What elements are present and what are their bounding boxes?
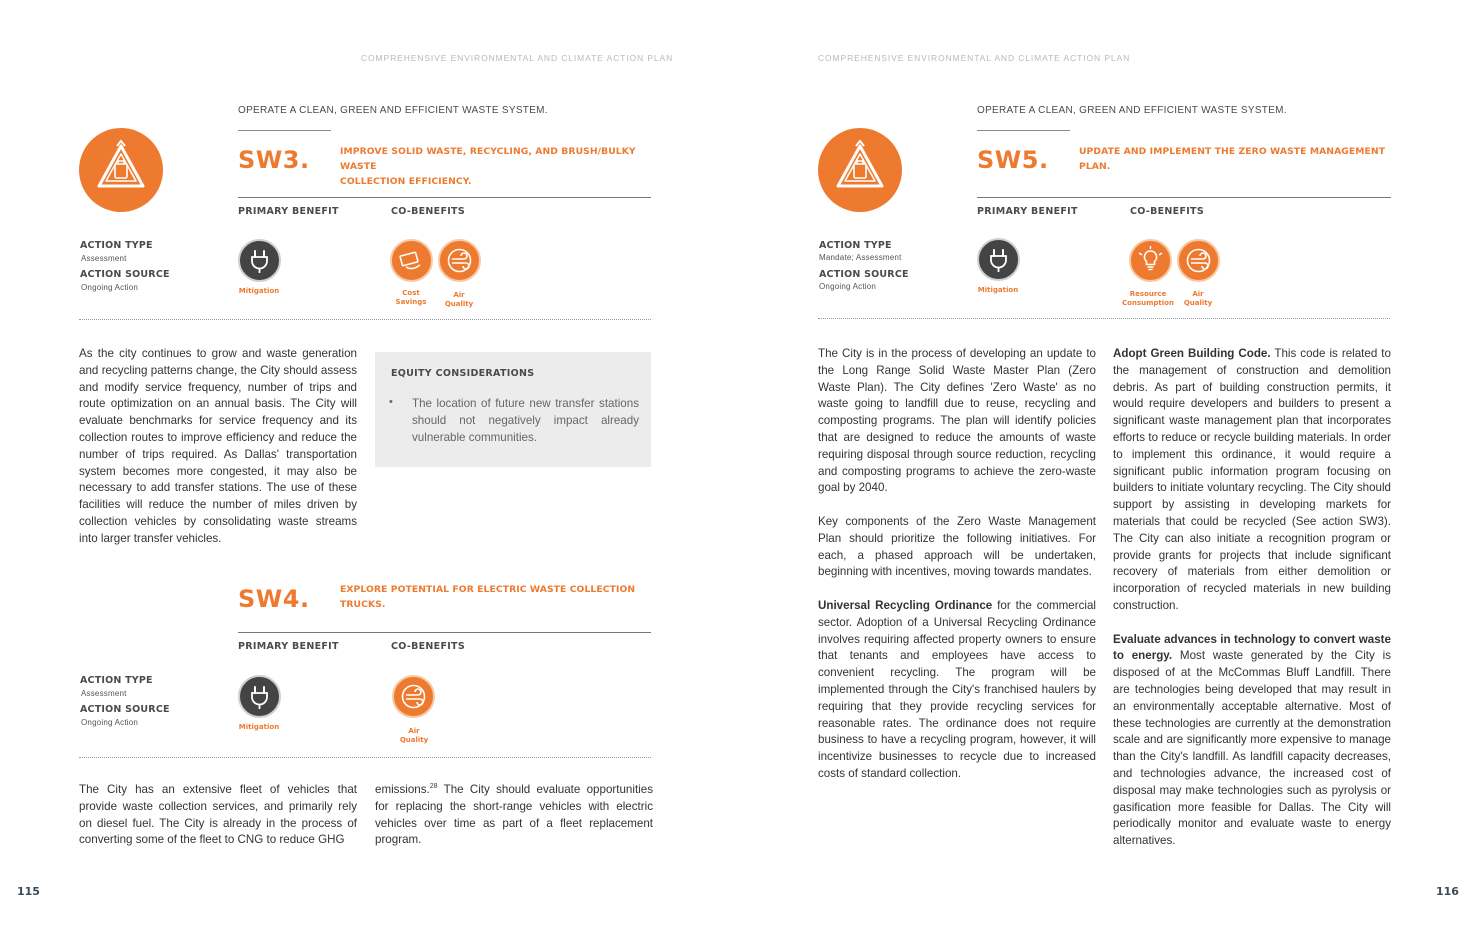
divider xyxy=(977,197,1391,198)
page-number: 116 xyxy=(1436,885,1459,898)
action-type-value: Mandate; Assessment xyxy=(819,253,902,262)
mitigation-plug-icon xyxy=(977,238,1020,281)
running-header: COMPREHENSIVE ENVIRONMENTAL AND CLIMATE ACTION PLAN xyxy=(818,53,1131,63)
action-source-value: Ongoing Action xyxy=(81,718,139,727)
footnote-ref: 28 xyxy=(429,783,438,791)
action-code: SW5. xyxy=(977,146,1049,174)
action-source-value: Ongoing Action xyxy=(819,282,877,291)
body-column-left xyxy=(818,346,1096,783)
resource-consumption-icon xyxy=(1129,239,1172,282)
page-number: 115 xyxy=(17,885,40,898)
action-source-heading: ACTION SOURCE xyxy=(819,269,909,280)
recycle-emblem-icon xyxy=(79,128,163,212)
action-source-heading: ACTION SOURCE xyxy=(80,704,170,715)
paragraph: Key components of the Zero Waste Management Plan should prioritize the following initiatives. For each, a phased approach will be undertaken, beginning with incentives, moving towards mandates. xyxy=(818,514,1096,579)
benefit-label-line: Resource xyxy=(1129,290,1167,298)
benefit-label-line: Savings xyxy=(395,298,427,306)
body-column-right xyxy=(1113,346,1391,850)
paragraph-text: for the commercial sector. Adoption of a Universal Recycling Ordinance involves requiring affected property owners to ensure that tenants and employees have access to convenient recycling. The program will be implemented through the City's franchised haulers by requiring that they provide recycling services for reasonable rates. The ordinance does not require business to have a recycling program, however, it will incentivize businesses to recycle due to increased costs of standard collection. xyxy=(818,598,1096,780)
benefit-label-line: Cost xyxy=(402,289,420,297)
paragraph-text: Most waste generated by the City is disposed of at the McCommas Bluff Landfill. There are technologies being developed that may result in an environmentally acceptable alternative. Most of these technologies are currently at the demonstration scale and are significantly more expensive to manage than the City's landfill. As landfill capacity decreases, and technologies advance, the increased cost of disposal may make technologies such as pyrolysis or gasification more feasible for Dallas. The City will periodically monitor and evaluate waste to energy alternatives. xyxy=(1113,649,1391,848)
equity-considerations-box xyxy=(375,352,651,467)
benefit-label xyxy=(1168,290,1228,308)
air-quality-icon xyxy=(438,239,481,282)
mitigation-plug-icon xyxy=(238,239,281,282)
action-body-text: As the city continues to grow and waste generation and recycling patterns change, the City should assess and modify service frequency, number of trips and route optimization on an annual basis. The City will evaluate benchmarks for service frequency and its collection routes to improve efficiency and reduce the number of trips required. As Dallas' transportation system becomes more congested, it may also be necessary to add transfer stations. The use of these facilities will reduce the number of miles driven by collection vehicles by consolidating waste streams into larger transfer vehicles. xyxy=(79,347,357,545)
action-title-line: COLLECTION EFFICIENCY. xyxy=(340,176,472,187)
mitigation-plug-icon xyxy=(238,675,281,718)
benefit-label-line: Consumption xyxy=(1122,299,1174,307)
action-body-text-continued xyxy=(375,782,653,849)
action-type-value: Assessment xyxy=(81,689,127,698)
paragraph-text: This code is related to the management of construction and demolition debris. As part of building construction permits, it would require developers and builders to present a significant waste management plan that incorporates efforts to reduce or recycle building materials. In order to implement this ordinance, it would require a significant public information program focusing on builders to initiate voluntary recycling. The City should support by assisting in developing markets for materials that could be recycled (See action SW3). The City can also initiate a recognition program or provide grants for projects that include significant recovery of materials from either demolition or incorporation of recycled materials in new building construction. xyxy=(1113,347,1391,612)
benefit-label-line: Air xyxy=(453,291,465,299)
body-text: The City should evaluate opportunities for replacing the short-range vehicles with electric vehicles over time as part of a fleet replacement program. xyxy=(375,783,653,847)
primary-benefit-heading: PRIMARY BENEFIT xyxy=(977,206,1078,217)
benefit-label xyxy=(384,727,444,745)
benefit-label: Mitigation xyxy=(238,723,280,731)
paragraph xyxy=(1113,346,1391,615)
body-text: emissions. xyxy=(375,783,430,796)
divider xyxy=(238,197,651,198)
goal-statement: OPERATE A CLEAN, GREEN AND EFFICIENT WASTE SYSTEM. xyxy=(977,105,1287,116)
co-benefits-heading: CO-BENEFITS xyxy=(391,641,465,652)
action-type-value: Assessment xyxy=(81,254,127,263)
recycle-emblem-icon xyxy=(818,128,902,212)
benefit-label-line: Air xyxy=(408,727,420,735)
action-source-heading: ACTION SOURCE xyxy=(80,269,170,280)
running-header: COMPREHENSIVE ENVIRONMENTAL AND CLIMATE ACTION PLAN xyxy=(361,53,674,63)
divider xyxy=(977,130,1070,131)
action-body-text: The City has an extensive fleet of vehicles that provide waste collection services, and primarily rely on diesel fuel. The City is already in the process of converting some of the fleet to CNG to reduce GHG xyxy=(79,783,357,847)
equity-text: The location of future new transfer stations should not negatively impact already vulnerable communities. xyxy=(412,397,639,444)
dotted-divider xyxy=(79,757,651,758)
goal-statement: OPERATE A CLEAN, GREEN AND EFFICIENT WASTE SYSTEM. xyxy=(238,105,548,116)
benefit-label-line: Quality xyxy=(444,300,474,308)
benefit-label: Mitigation xyxy=(977,286,1019,294)
dotted-divider xyxy=(818,318,1390,319)
co-benefits-heading: CO-BENEFITS xyxy=(391,206,465,217)
benefit-label-line: Quality xyxy=(399,736,429,744)
paragraph-lead: Universal Recycling Ordinance xyxy=(818,598,993,612)
equity-heading: EQUITY CONSIDERATIONS xyxy=(391,368,535,379)
primary-benefit-heading: PRIMARY BENEFIT xyxy=(238,206,339,217)
action-type-heading: ACTION TYPE xyxy=(819,240,892,251)
air-quality-icon xyxy=(392,675,435,718)
primary-benefit-heading: PRIMARY BENEFIT xyxy=(238,641,339,652)
cost-savings-icon xyxy=(390,239,433,282)
co-benefits-heading: CO-BENEFITS xyxy=(1130,206,1204,217)
paragraph-lead: Adopt Green Building Code. xyxy=(1113,347,1271,360)
divider xyxy=(238,130,331,131)
action-code: SW4. xyxy=(238,585,310,613)
dotted-divider xyxy=(79,319,651,320)
action-title-line: IMPROVE SOLID WASTE, RECYCLING, AND BRUSH/BULKY WASTE xyxy=(340,146,636,172)
action-title: EXPLORE POTENTIAL FOR ELECTRIC WASTE COLLECTION TRUCKS. xyxy=(340,584,636,610)
benefit-label-line: Air xyxy=(1192,290,1204,298)
air-quality-icon xyxy=(1177,239,1220,282)
benefit-label xyxy=(429,291,489,309)
paragraph xyxy=(1113,632,1391,850)
bullet: • xyxy=(389,396,393,408)
paragraph-lead: Evaluate advances in technology to convert waste to energy. xyxy=(1113,632,1391,663)
paragraph: The City is in the process of developing an update to the Long Range Solid Waste Master Plan (Zero Waste Plan). The City defines 'Zero Waste' as no waste going to landfill due to reuse, recycling and composting programs. The plan will identify policies that are designed to reduce the amounts of waste requiring disposal through source reduction, recycling and composting programs to achieve the zero-waste goal by 2040. xyxy=(818,347,1096,495)
action-title xyxy=(340,144,660,189)
divider xyxy=(238,632,651,633)
action-source-value: Ongoing Action xyxy=(81,283,139,292)
action-type-heading: ACTION TYPE xyxy=(80,240,153,251)
benefit-label-line: Quality xyxy=(1183,299,1213,307)
action-title: UPDATE AND IMPLEMENT THE ZERO WASTE MANAGEMENT PLAN. xyxy=(1079,146,1386,172)
paragraph xyxy=(818,598,1096,783)
action-type-heading: ACTION TYPE xyxy=(80,675,153,686)
benefit-label: Mitigation xyxy=(238,287,280,295)
action-code: SW3. xyxy=(238,146,310,174)
